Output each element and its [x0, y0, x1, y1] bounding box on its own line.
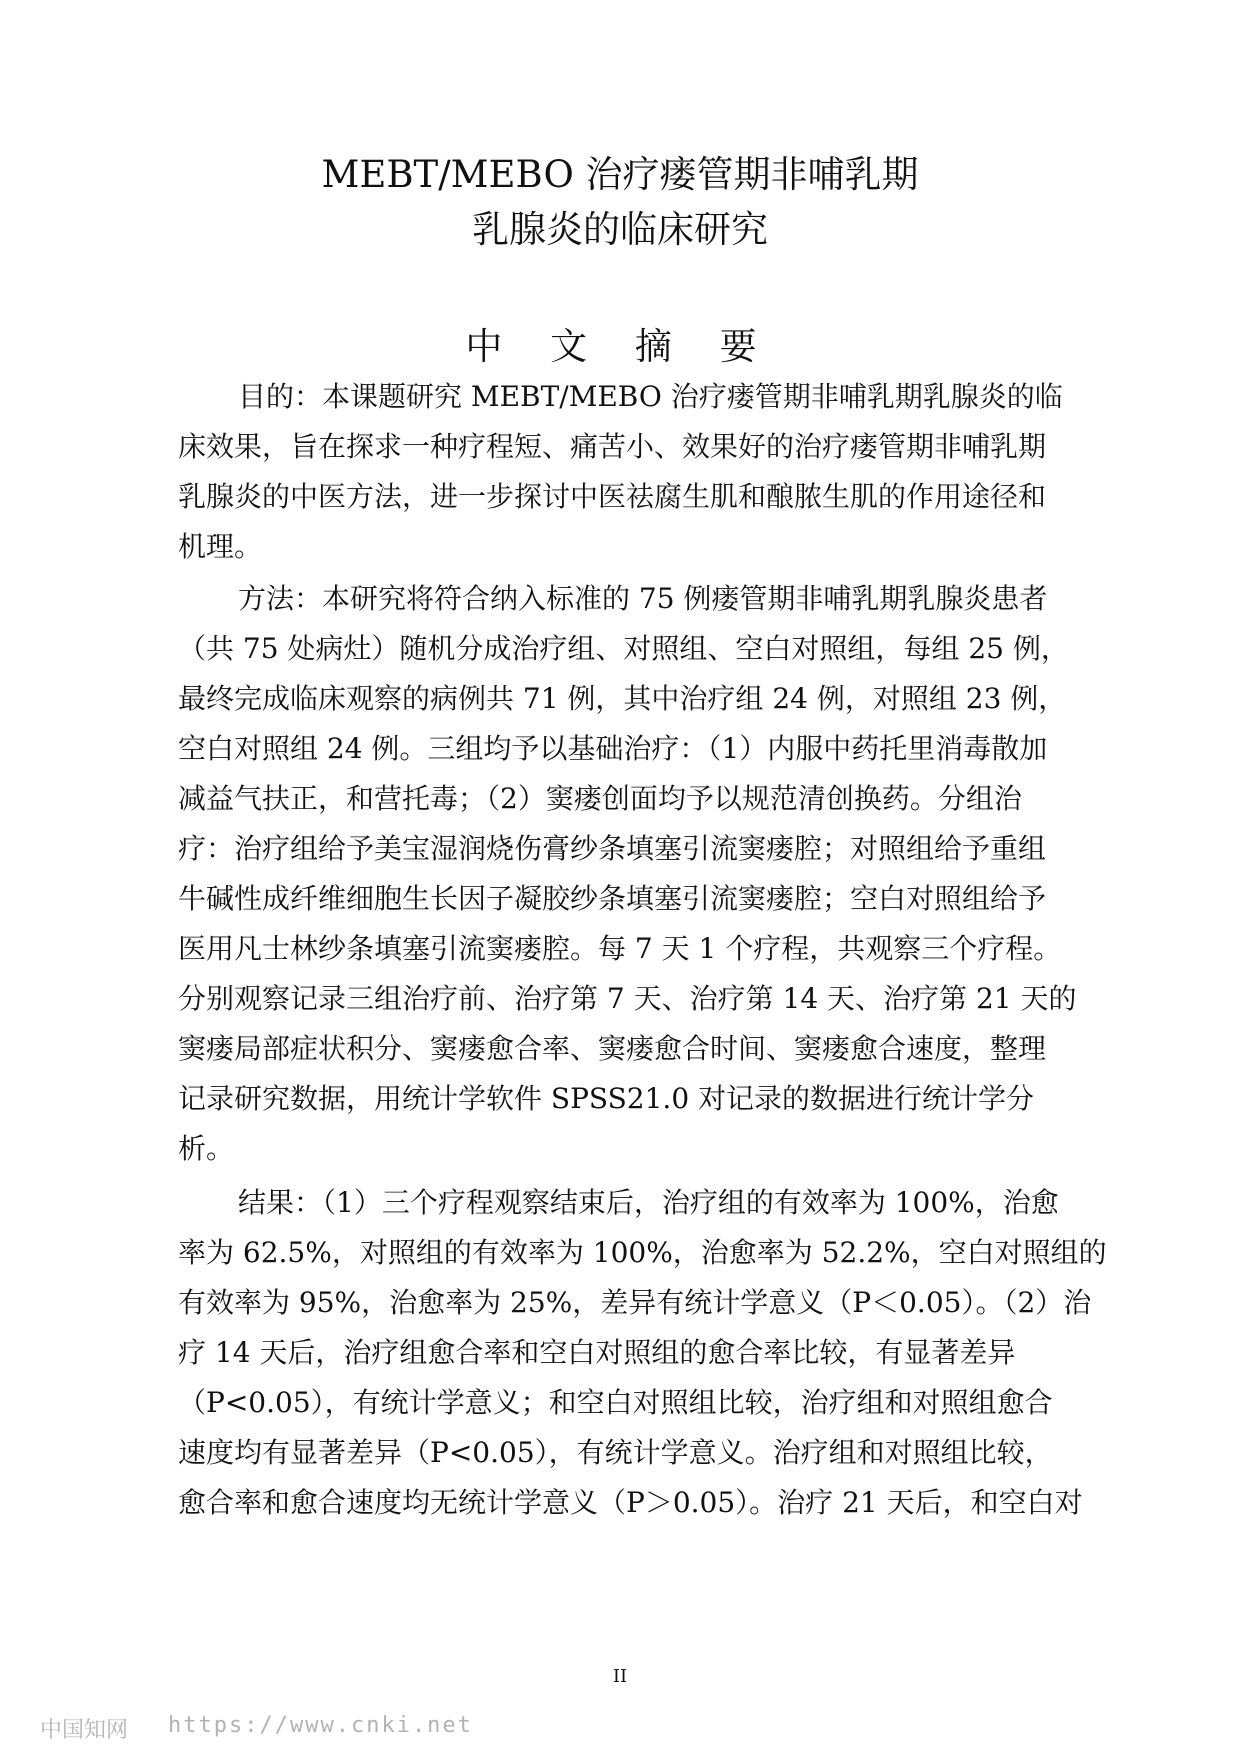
body-line: 减益气扶正，和营托毒；（2）窦瘘创面均予以规范清创换药。分组治 [178, 782, 1022, 815]
body-line: 疗 14 天后，治疗组愈合率和空白对照组的愈合率比较，有显著差异 [178, 1336, 1016, 1369]
body-line: 医用凡士林纱条填塞引流窦瘘腔。每 7 天 1 个疗程，共观察三个疗程。 [178, 932, 1062, 965]
body-line: 速度均有显著差异（P<0.05），有统计学意义。治疗组和对照组比较， [178, 1436, 1053, 1469]
page-number: II [612, 1666, 628, 1687]
body-line: 床效果，旨在探求一种疗程短、痛苦小、效果好的治疗瘘管期非哺乳期 [178, 430, 1047, 463]
body-line: 有效率为 95%，治愈率为 25%，差异有统计学意义（P＜0.05）。（2）治 [178, 1286, 1092, 1319]
body-line: 最终完成临床观察的病例共 71 例，其中治疗组 24 例，对照组 23 例， [178, 682, 1067, 715]
abstract-heading: 中 文 摘 要 [465, 325, 775, 368]
body-line: 空白对照组 24 例。三组均予以基础治疗：（1）内服中药托里消毒散加 [178, 732, 1048, 765]
body-line: 析。 [178, 1132, 235, 1165]
body-line: 率为 62.5%，对照组的有效率为 100%，治愈率为 52.2%，空白对照组的 [178, 1236, 1107, 1269]
body-line: （P<0.05），有统计学意义；和空白对照组比较，治疗组和对照组愈合 [178, 1386, 1053, 1419]
body-line: 乳腺炎的中医方法，进一步探讨中医祛腐生肌和酿脓生肌的作用途径和 [178, 480, 1047, 513]
body-line: 愈合率和愈合速度均无统计学意义（P＞0.05）。治疗 21 天后，和空白对 [178, 1486, 1083, 1519]
body-line: 分别观察记录三组治疗前、治疗第 7 天、治疗第 14 天、治疗第 21 天的 [178, 982, 1077, 1015]
watermark-url: https://www.cnki.net [168, 1713, 473, 1738]
title-line-1: MEBT/MEBO 治疗瘘管期非哺乳期 [321, 153, 919, 196]
body-line: 疗：治疗组给予美宝湿润烧伤膏纱条填塞引流窦瘘腔；对照组给予重组 [178, 832, 1047, 865]
watermark-brand: 中国知网 [40, 1718, 129, 1743]
body-line: 记录研究数据，用统计学软件 SPSS21.0 对记录的数据进行统计学分 [178, 1082, 1035, 1115]
body-line: 窦瘘局部症状积分、窦瘘愈合率、窦瘘愈合时间、窦瘘愈合速度，整理 [178, 1032, 1047, 1065]
body-line: 牛碱性成纤维细胞生长因子凝胶纱条填塞引流窦瘘腔；空白对照组给予 [178, 882, 1047, 915]
title-line-2: 乳腺炎的临床研究 [472, 208, 768, 251]
watermark [40, 1713, 473, 1744]
body-line: 目的：本课题研究 MEBT/MEBO 治疗瘘管期非哺乳期乳腺炎的临 [238, 380, 1063, 413]
body-line: （共 75 处病灶）随机分成治疗组、对照组、空白对照组，每组 25 例， [178, 632, 1069, 665]
body-line: 方法：本研究将符合纳入标准的 75 例瘘管期非哺乳期乳腺炎患者 [238, 582, 1048, 615]
body-line: 机理。 [178, 530, 263, 563]
body-line: 结果：（1）三个疗程观察结束后，治疗组的有效率为 100%，治愈 [238, 1186, 1059, 1219]
